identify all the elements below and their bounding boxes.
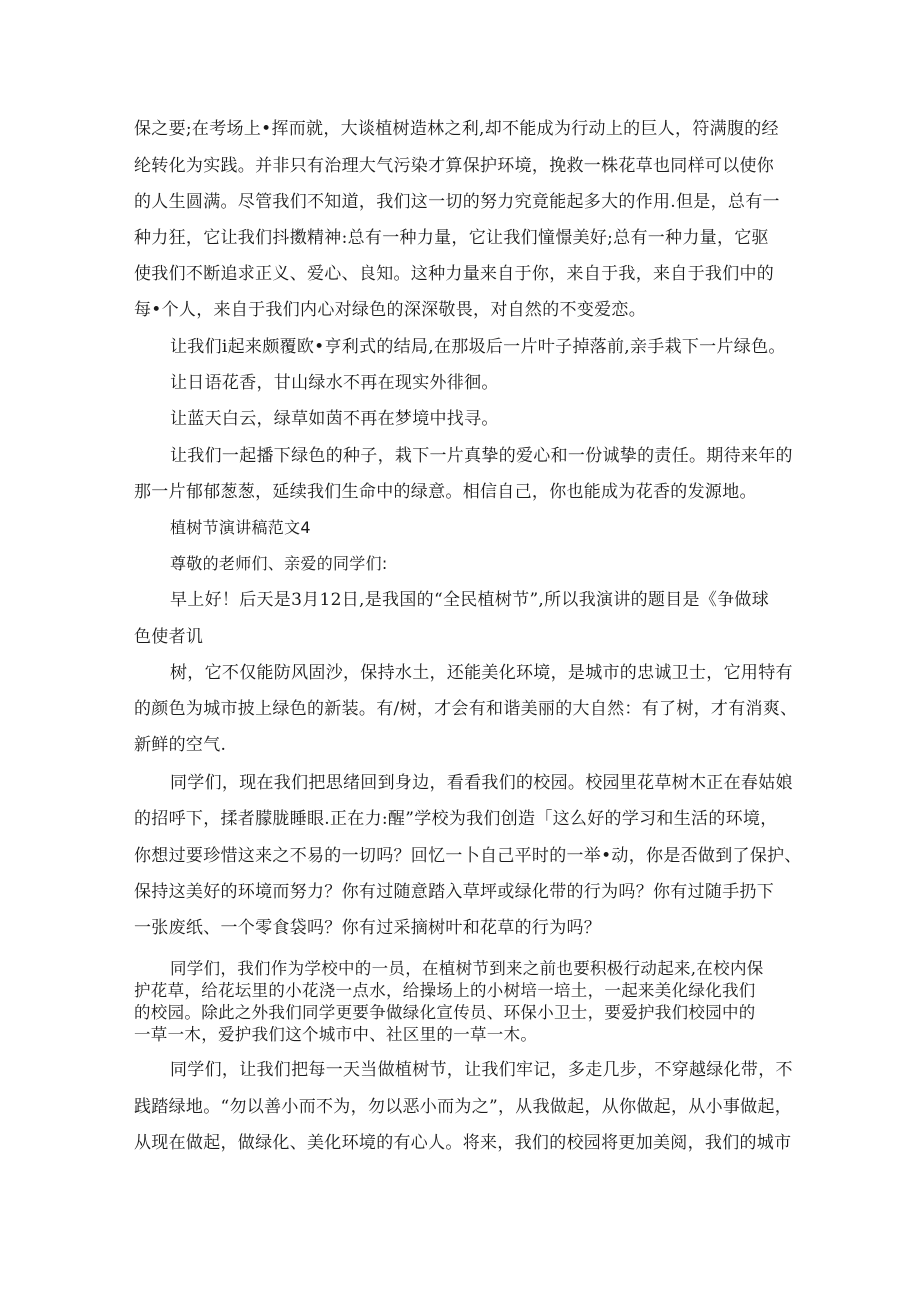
text-line: 让蓝天白云，绿草如茵不再在梦境中找寻。 — [170, 409, 499, 429]
text-line: 保持这美好的环境而努力？你有过随意踏入草坪或绿化带的行为吗？你有过随手扔下 — [134, 882, 775, 902]
text-line: 色使者讥 — [134, 627, 204, 647]
text-line: 树，它不仅能防风固沙，保持水土，还能美化环境，是城市的忠诚卫士，它用特有 — [170, 663, 793, 683]
section-heading: 植树节演讲稿范文4 — [170, 518, 311, 537]
text-line: 同学们，让我们把每一天当做植树节，让我们牢记，多走几步，不穿越绿化带，不 — [170, 1060, 793, 1080]
text-line: 那一片郁郁葱葱，延续我们生命中的绿意。相信自己，你也能成为花香的发源地。 — [134, 482, 757, 502]
text-line: 一张废纸、一个零食袋吗？你有过采摘树叶和花草的行为吗？ — [134, 918, 602, 938]
text-line: 让日语花香，甘山绿水不再在现实外徘徊。 — [170, 373, 499, 393]
text-line: 让我们一起播下绿色的种子，栽下一片真挚的爱心和一份诚挚的责任。期待来年的 — [170, 446, 793, 466]
text-line: 一草一木，爱护我们这个城市中、社区里的一草一木。 — [134, 1025, 538, 1044]
text-line: 种力狂，它让我们抖擞精神:总有一种力量，它让我们憧憬美好;总有一种力量，它驱 — [134, 228, 769, 248]
text-line: 保之要;在考场上•挥而就，大谈植树造林之利,却不能成为行动上的巨人，符满腹的经 — [134, 119, 779, 139]
text-line: 同学们，我们作为学校中的一员，在植树节到来之前也要积极行动起来,在校内保 — [170, 959, 764, 978]
text-line: 的校园。除此之外我们同学更要争做绿化宣传员、环保小卫士，要爱护我们校园中的 — [134, 1003, 756, 1022]
text-line: 让我们i起来颇覆欧•亨利式的结局,在那圾后一片叶子掉落前,亲手栽下一片绿色。 — [170, 337, 786, 357]
text-line: 使我们不断追求正义、爱心、良知。这种力量来自于你，来自于我，来自于我们中的 — [134, 264, 775, 284]
text-line: 新鲜的空气. — [134, 735, 227, 755]
text-line: 纶转化为实践。并非只有治理大气污染才算保护环境，挽救一株花草也同样可以使你 — [134, 156, 775, 176]
text-line: 从现在做起，做绿化、美化环境的有心人。将来，我们的校园将更加美阅，我们的城市 — [134, 1133, 792, 1153]
text-line: 同学们，现在我们把思绪回到身边，看看我们的校园。校园里花草树木正在春姑娘 — [170, 773, 793, 793]
text-line: 你想过要珍惜这来之不易的一切吗？回忆一卜自己平时的一举•动，你是否做到了保护、 — [134, 846, 802, 866]
salutation: 尊敬的老师们、亲爱的同学们: — [170, 554, 388, 573]
text-line: 的招呼下，揉者朦胧睡眼.正在力:醒”学校为我们创造「这么好的学习和生活的环境， — [134, 809, 778, 829]
text-line: 早上好！后天是3月12日,是我国的“全民植树节”,所以我演讲的题目是《争做球 — [170, 590, 770, 610]
text-line: 的颜色为城市披上绿色的新装。有/树，才会有和谐美丽的大自然：有了树，才有消爽、 — [134, 699, 798, 719]
text-line: 的人生圆满。尽管我们不知道，我们这一切的努力究竟能起多大的作用.但是，总有一 — [134, 192, 780, 212]
text-line: 护花草，给花坛里的小花浇一点水，给操场上的小树培一培土，一起来美化绿化我们 — [134, 981, 756, 1000]
text-line: 践踏绿地。“勿以善小而不为，勿以恶小而为之”，从我做起，从你做起，从小事做起， — [134, 1097, 793, 1117]
text-line: 每•个人，来自于我们内心对绿色的深深敬畏，对自然的不变爱恋。 — [134, 300, 647, 320]
